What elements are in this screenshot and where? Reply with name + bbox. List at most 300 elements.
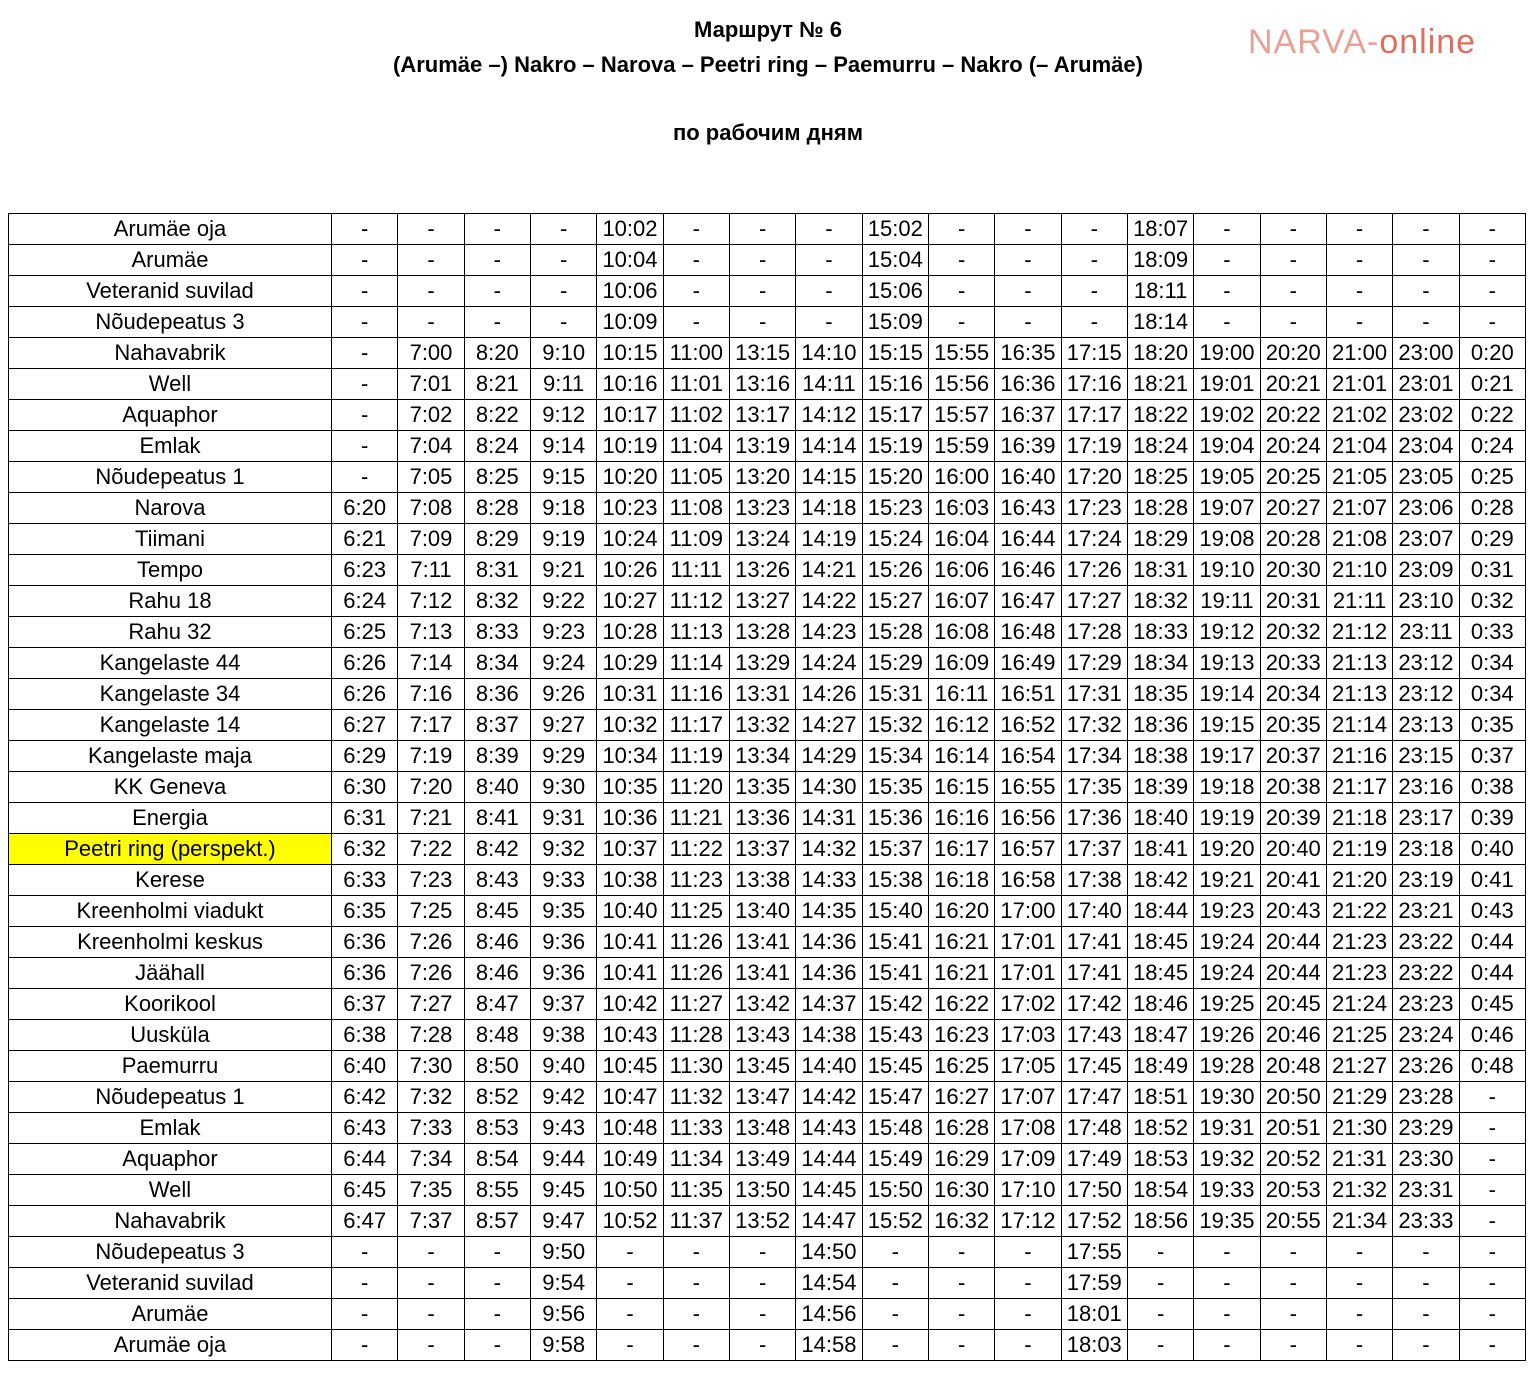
departure-time: 10:20 bbox=[597, 462, 663, 493]
departure-time: 11:20 bbox=[663, 772, 729, 803]
departure-time: 7:01 bbox=[398, 369, 464, 400]
departure-time: 21:20 bbox=[1326, 865, 1392, 896]
departure-time: 13:19 bbox=[729, 431, 795, 462]
departure-time: 0:28 bbox=[1459, 493, 1525, 524]
departure-time: 18:24 bbox=[1127, 431, 1193, 462]
departure-time: 11:00 bbox=[663, 338, 729, 369]
departure-time: - bbox=[1326, 1299, 1392, 1330]
departure-time: 8:46 bbox=[464, 958, 530, 989]
departure-time: 17:01 bbox=[995, 958, 1061, 989]
departure-time: 16:36 bbox=[995, 369, 1061, 400]
timetable-row bbox=[9, 772, 1526, 803]
departure-time: - bbox=[663, 214, 729, 245]
departure-time: 16:28 bbox=[928, 1113, 994, 1144]
departure-time: 13:49 bbox=[729, 1144, 795, 1175]
stop-name: Well bbox=[9, 369, 332, 400]
stop-name: Koorikool bbox=[9, 989, 332, 1020]
departure-time: 6:31 bbox=[332, 803, 398, 834]
departure-time: 20:35 bbox=[1260, 710, 1326, 741]
departure-time: 21:00 bbox=[1326, 338, 1392, 369]
departure-time: 9:10 bbox=[530, 338, 596, 369]
departure-time: - bbox=[332, 1268, 398, 1299]
departure-time: - bbox=[464, 1268, 530, 1299]
departure-time: 13:31 bbox=[729, 679, 795, 710]
departure-time: 10:06 bbox=[597, 276, 663, 307]
departure-time: 13:48 bbox=[729, 1113, 795, 1144]
departure-time: 21:12 bbox=[1326, 617, 1392, 648]
departure-time: 6:33 bbox=[332, 865, 398, 896]
route-path-title: (Arumäe –) Nakro – Narova – Peetri ring – Paemurru – Nakro (– Arumäe) bbox=[393, 52, 1143, 77]
departure-time: 23:16 bbox=[1393, 772, 1459, 803]
departure-time: 20:45 bbox=[1260, 989, 1326, 1020]
stop-name: Well bbox=[9, 1175, 332, 1206]
departure-time: 13:28 bbox=[729, 617, 795, 648]
timetable-row bbox=[9, 834, 1526, 865]
stop-name: Arumäe bbox=[9, 245, 332, 276]
departure-time: 6:36 bbox=[332, 958, 398, 989]
departure-time: - bbox=[1127, 1268, 1193, 1299]
departure-time: 23:01 bbox=[1393, 369, 1459, 400]
departure-time: 15:32 bbox=[862, 710, 928, 741]
departure-time: 14:14 bbox=[796, 431, 862, 462]
departure-time: 13:41 bbox=[729, 958, 795, 989]
timetable-row bbox=[9, 1020, 1526, 1051]
departure-time: 7:02 bbox=[398, 400, 464, 431]
stop-name: Narova bbox=[9, 493, 332, 524]
departure-time: 17:08 bbox=[995, 1113, 1061, 1144]
departure-time: - bbox=[398, 1268, 464, 1299]
departure-time: 20:27 bbox=[1260, 493, 1326, 524]
departure-time: 9:27 bbox=[530, 710, 596, 741]
departure-time: - bbox=[1393, 1268, 1459, 1299]
departure-time: 18:39 bbox=[1127, 772, 1193, 803]
departure-time: 7:12 bbox=[398, 586, 464, 617]
departure-time: 13:41 bbox=[729, 927, 795, 958]
departure-time: 13:37 bbox=[729, 834, 795, 865]
departure-time: 13:34 bbox=[729, 741, 795, 772]
departure-time: 8:32 bbox=[464, 586, 530, 617]
departure-time: - bbox=[1260, 214, 1326, 245]
departure-time: 19:00 bbox=[1194, 338, 1260, 369]
departure-time: 9:22 bbox=[530, 586, 596, 617]
departure-time: 17:28 bbox=[1061, 617, 1127, 648]
departure-time: - bbox=[1326, 276, 1392, 307]
departure-time: 15:47 bbox=[862, 1082, 928, 1113]
departure-time: 0:29 bbox=[1459, 524, 1525, 555]
departure-time: 18:25 bbox=[1127, 462, 1193, 493]
departure-time: 7:19 bbox=[398, 741, 464, 772]
departure-time: 16:51 bbox=[995, 679, 1061, 710]
departure-time: - bbox=[995, 245, 1061, 276]
departure-time: 13:17 bbox=[729, 400, 795, 431]
departure-time: 17:47 bbox=[1061, 1082, 1127, 1113]
departure-time: 14:10 bbox=[796, 338, 862, 369]
departure-time: 14:32 bbox=[796, 834, 862, 865]
stop-name: Kangelaste 14 bbox=[9, 710, 332, 741]
departure-time: 17:00 bbox=[995, 896, 1061, 927]
departure-time: 9:35 bbox=[530, 896, 596, 927]
departure-time: 16:43 bbox=[995, 493, 1061, 524]
timetable-row bbox=[9, 1113, 1526, 1144]
departure-time: 17:12 bbox=[995, 1206, 1061, 1237]
departure-time: 16:47 bbox=[995, 586, 1061, 617]
departure-time: - bbox=[663, 1330, 729, 1361]
departure-time: 23:12 bbox=[1393, 648, 1459, 679]
departure-time: 9:56 bbox=[530, 1299, 596, 1330]
departure-time: 18:14 bbox=[1127, 307, 1193, 338]
stop-name: Kerese bbox=[9, 865, 332, 896]
departure-time: 14:30 bbox=[796, 772, 862, 803]
departure-time: 11:33 bbox=[663, 1113, 729, 1144]
departure-time: - bbox=[995, 1268, 1061, 1299]
departure-time: - bbox=[729, 1299, 795, 1330]
departure-time: 9:44 bbox=[530, 1144, 596, 1175]
departure-time: 16:06 bbox=[928, 555, 994, 586]
departure-time: 8:45 bbox=[464, 896, 530, 927]
departure-time: 10:37 bbox=[597, 834, 663, 865]
departure-time: - bbox=[1459, 214, 1525, 245]
departure-time: 11:26 bbox=[663, 958, 729, 989]
departure-time: - bbox=[398, 1299, 464, 1330]
departure-time: 9:42 bbox=[530, 1082, 596, 1113]
departure-time: 16:17 bbox=[928, 834, 994, 865]
departure-time: 17:26 bbox=[1061, 555, 1127, 586]
departure-time: 16:46 bbox=[995, 555, 1061, 586]
departure-time: 8:46 bbox=[464, 927, 530, 958]
stop-name: Kangelaste maja bbox=[9, 741, 332, 772]
departure-time: - bbox=[332, 369, 398, 400]
departure-time: 17:37 bbox=[1061, 834, 1127, 865]
departure-time: 18:07 bbox=[1127, 214, 1193, 245]
departure-time: 11:02 bbox=[663, 400, 729, 431]
departure-time: 8:42 bbox=[464, 834, 530, 865]
departure-time: - bbox=[398, 307, 464, 338]
timetable-row bbox=[9, 1051, 1526, 1082]
departure-time: 14:42 bbox=[796, 1082, 862, 1113]
departure-time: 18:28 bbox=[1127, 493, 1193, 524]
departure-time: 13:36 bbox=[729, 803, 795, 834]
departure-time: 19:01 bbox=[1194, 369, 1260, 400]
departure-time: 10:04 bbox=[597, 245, 663, 276]
departure-time: 14:29 bbox=[796, 741, 862, 772]
departure-time: - bbox=[530, 276, 596, 307]
departure-time: 16:57 bbox=[995, 834, 1061, 865]
timetable-row bbox=[9, 400, 1526, 431]
departure-time: 20:53 bbox=[1260, 1175, 1326, 1206]
departure-time: 15:20 bbox=[862, 462, 928, 493]
departure-time: - bbox=[1194, 1299, 1260, 1330]
departure-time: 11:17 bbox=[663, 710, 729, 741]
departure-time: 20:32 bbox=[1260, 617, 1326, 648]
departure-time: 7:05 bbox=[398, 462, 464, 493]
departure-time: - bbox=[928, 214, 994, 245]
departure-time: 8:28 bbox=[464, 493, 530, 524]
departure-time: 0:43 bbox=[1459, 896, 1525, 927]
departure-time: 15:06 bbox=[862, 276, 928, 307]
departure-time: 11:16 bbox=[663, 679, 729, 710]
departure-time: 19:02 bbox=[1194, 400, 1260, 431]
departure-time: 9:21 bbox=[530, 555, 596, 586]
departure-time: 14:33 bbox=[796, 865, 862, 896]
departure-time: 11:37 bbox=[663, 1206, 729, 1237]
departure-time: 10:09 bbox=[597, 307, 663, 338]
departure-time: 9:54 bbox=[530, 1268, 596, 1299]
departure-time: 8:55 bbox=[464, 1175, 530, 1206]
departure-time: 16:35 bbox=[995, 338, 1061, 369]
departure-time: - bbox=[530, 214, 596, 245]
timetable-row bbox=[9, 555, 1526, 586]
departure-time: 20:39 bbox=[1260, 803, 1326, 834]
departure-time: 14:50 bbox=[796, 1237, 862, 1268]
departure-time: 9:29 bbox=[530, 741, 596, 772]
departure-time: 10:48 bbox=[597, 1113, 663, 1144]
departure-time: 15:43 bbox=[862, 1020, 928, 1051]
departure-time: 13:52 bbox=[729, 1206, 795, 1237]
departure-time: 9:50 bbox=[530, 1237, 596, 1268]
departure-time: 16:08 bbox=[928, 617, 994, 648]
timetable-row bbox=[9, 338, 1526, 369]
departure-time: 7:33 bbox=[398, 1113, 464, 1144]
departure-time: - bbox=[995, 276, 1061, 307]
departure-time: 21:32 bbox=[1326, 1175, 1392, 1206]
departure-time: 8:39 bbox=[464, 741, 530, 772]
departure-time: 16:40 bbox=[995, 462, 1061, 493]
departure-time: 6:43 bbox=[332, 1113, 398, 1144]
departure-time: 0:45 bbox=[1459, 989, 1525, 1020]
departure-time: 11:08 bbox=[663, 493, 729, 524]
stop-name: Nahavabrik bbox=[9, 1206, 332, 1237]
departure-time: 21:17 bbox=[1326, 772, 1392, 803]
departure-time: 19:30 bbox=[1194, 1082, 1260, 1113]
timetable-row bbox=[9, 1206, 1526, 1237]
departure-time: 19:33 bbox=[1194, 1175, 1260, 1206]
stop-name: Tempo bbox=[9, 555, 332, 586]
departure-time: - bbox=[1061, 245, 1127, 276]
departure-time: - bbox=[928, 245, 994, 276]
timetable-row bbox=[9, 1082, 1526, 1113]
departure-time: 14:38 bbox=[796, 1020, 862, 1051]
departure-time: 0:21 bbox=[1459, 369, 1525, 400]
departure-time: - bbox=[1061, 307, 1127, 338]
departure-time: 17:43 bbox=[1061, 1020, 1127, 1051]
departure-time: 17:32 bbox=[1061, 710, 1127, 741]
departure-time: 23:24 bbox=[1393, 1020, 1459, 1051]
stop-name: Jäähall bbox=[9, 958, 332, 989]
departure-time: 14:22 bbox=[796, 586, 862, 617]
departure-time: 8:50 bbox=[464, 1051, 530, 1082]
departure-time: 14:37 bbox=[796, 989, 862, 1020]
departure-time: 20:20 bbox=[1260, 338, 1326, 369]
departure-time: 7:00 bbox=[398, 338, 464, 369]
stop-name: Emlak bbox=[9, 431, 332, 462]
departure-time: 20:52 bbox=[1260, 1144, 1326, 1175]
departure-time: 17:50 bbox=[1061, 1175, 1127, 1206]
departure-time: 18:03 bbox=[1061, 1330, 1127, 1361]
departure-time: 7:21 bbox=[398, 803, 464, 834]
departure-time: 17:35 bbox=[1061, 772, 1127, 803]
departure-time: 16:32 bbox=[928, 1206, 994, 1237]
departure-time: 6:45 bbox=[332, 1175, 398, 1206]
departure-time: 9:26 bbox=[530, 679, 596, 710]
departure-time: 17:55 bbox=[1061, 1237, 1127, 1268]
departure-time: 8:40 bbox=[464, 772, 530, 803]
departure-time: 10:19 bbox=[597, 431, 663, 462]
departure-time: 19:11 bbox=[1194, 586, 1260, 617]
departure-time: 19:28 bbox=[1194, 1051, 1260, 1082]
departure-time: - bbox=[729, 1330, 795, 1361]
departure-time: 8:52 bbox=[464, 1082, 530, 1113]
departure-time: 13:50 bbox=[729, 1175, 795, 1206]
departure-time: 20:33 bbox=[1260, 648, 1326, 679]
departure-time: 8:43 bbox=[464, 865, 530, 896]
departure-time: 10:27 bbox=[597, 586, 663, 617]
departure-time: 23:22 bbox=[1393, 927, 1459, 958]
departure-time: - bbox=[332, 1330, 398, 1361]
departure-time: - bbox=[464, 1237, 530, 1268]
departure-time: 13:27 bbox=[729, 586, 795, 617]
departure-time: 16:48 bbox=[995, 617, 1061, 648]
departure-time: 7:04 bbox=[398, 431, 464, 462]
departure-time: 8:21 bbox=[464, 369, 530, 400]
departure-time: 17:45 bbox=[1061, 1051, 1127, 1082]
departure-time: 19:04 bbox=[1194, 431, 1260, 462]
departure-time: 15:17 bbox=[862, 400, 928, 431]
departure-time: 14:43 bbox=[796, 1113, 862, 1144]
departure-time: 18:46 bbox=[1127, 989, 1193, 1020]
departure-time: 6:30 bbox=[332, 772, 398, 803]
departure-time: - bbox=[729, 1268, 795, 1299]
departure-time: 20:40 bbox=[1260, 834, 1326, 865]
departure-time: 11:23 bbox=[663, 865, 729, 896]
route-number-title: Маршрут № 6 bbox=[693, 17, 843, 42]
departure-time: 18:36 bbox=[1127, 710, 1193, 741]
departure-time: 6:35 bbox=[332, 896, 398, 927]
departure-time: 18:34 bbox=[1127, 648, 1193, 679]
departure-time: 21:02 bbox=[1326, 400, 1392, 431]
departure-time: 9:33 bbox=[530, 865, 596, 896]
departure-time: 19:12 bbox=[1194, 617, 1260, 648]
departure-time: 9:15 bbox=[530, 462, 596, 493]
departure-time: 10:52 bbox=[597, 1206, 663, 1237]
departure-time: 17:02 bbox=[995, 989, 1061, 1020]
departure-time: 8:41 bbox=[464, 803, 530, 834]
departure-time: 16:37 bbox=[995, 400, 1061, 431]
departure-time: 17:23 bbox=[1061, 493, 1127, 524]
departure-time: - bbox=[464, 307, 530, 338]
departure-time: 18:32 bbox=[1127, 586, 1193, 617]
departure-time: 19:08 bbox=[1194, 524, 1260, 555]
departure-time: 16:20 bbox=[928, 896, 994, 927]
departure-time: 6:27 bbox=[332, 710, 398, 741]
departure-time: 21:07 bbox=[1326, 493, 1392, 524]
departure-time: 21:18 bbox=[1326, 803, 1392, 834]
departure-time: 10:23 bbox=[597, 493, 663, 524]
timetable bbox=[8, 213, 1526, 1361]
departure-time: 10:31 bbox=[597, 679, 663, 710]
departure-time: 15:19 bbox=[862, 431, 928, 462]
departure-time: 6:21 bbox=[332, 524, 398, 555]
departure-time: 15:27 bbox=[862, 586, 928, 617]
stop-name-highlighted: Peetri ring (perspekt.) bbox=[9, 834, 332, 865]
departure-time: 20:38 bbox=[1260, 772, 1326, 803]
departure-time: - bbox=[1393, 245, 1459, 276]
departure-time: 13:29 bbox=[729, 648, 795, 679]
departure-time: 11:19 bbox=[663, 741, 729, 772]
departure-time: 15:56 bbox=[928, 369, 994, 400]
departure-time: 6:42 bbox=[332, 1082, 398, 1113]
departure-time: 0:24 bbox=[1459, 431, 1525, 462]
departure-time: - bbox=[1326, 1330, 1392, 1361]
departure-time: 0:31 bbox=[1459, 555, 1525, 586]
timetable-row bbox=[9, 1237, 1526, 1268]
departure-time: 13:42 bbox=[729, 989, 795, 1020]
departure-time: - bbox=[1393, 214, 1459, 245]
departure-time: - bbox=[796, 245, 862, 276]
departure-time: 15:49 bbox=[862, 1144, 928, 1175]
departure-time: 6:37 bbox=[332, 989, 398, 1020]
departure-time: - bbox=[862, 1237, 928, 1268]
departure-time: 16:44 bbox=[995, 524, 1061, 555]
departure-time: - bbox=[1459, 1237, 1525, 1268]
departure-time: 0:40 bbox=[1459, 834, 1525, 865]
departure-time: 15:28 bbox=[862, 617, 928, 648]
timetable-row bbox=[9, 617, 1526, 648]
departure-time: - bbox=[1393, 276, 1459, 307]
departure-time: 18:01 bbox=[1061, 1299, 1127, 1330]
departure-time: 20:31 bbox=[1260, 586, 1326, 617]
departure-time: - bbox=[729, 214, 795, 245]
departure-time: - bbox=[1393, 1299, 1459, 1330]
departure-time: - bbox=[862, 1299, 928, 1330]
departure-time: 9:30 bbox=[530, 772, 596, 803]
departure-time: 16:49 bbox=[995, 648, 1061, 679]
departure-time: - bbox=[1260, 307, 1326, 338]
departure-time: 7:16 bbox=[398, 679, 464, 710]
departure-time: 14:12 bbox=[796, 400, 862, 431]
departure-time: 8:36 bbox=[464, 679, 530, 710]
departure-time: 23:04 bbox=[1393, 431, 1459, 462]
departure-time: 9:58 bbox=[530, 1330, 596, 1361]
departure-time: 19:18 bbox=[1194, 772, 1260, 803]
stop-name: Emlak bbox=[9, 1113, 332, 1144]
departure-time: - bbox=[1194, 214, 1260, 245]
departure-time: 14:54 bbox=[796, 1268, 862, 1299]
departure-time: 17:16 bbox=[1061, 369, 1127, 400]
departure-time: 19:24 bbox=[1194, 958, 1260, 989]
departure-time: 6:36 bbox=[332, 927, 398, 958]
departure-time: - bbox=[928, 276, 994, 307]
departure-time: 17:34 bbox=[1061, 741, 1127, 772]
departure-time: - bbox=[995, 1299, 1061, 1330]
departure-time: 13:15 bbox=[729, 338, 795, 369]
departure-time: 16:03 bbox=[928, 493, 994, 524]
departure-time: 6:47 bbox=[332, 1206, 398, 1237]
departure-time: 11:34 bbox=[663, 1144, 729, 1175]
departure-time: - bbox=[1326, 245, 1392, 276]
departure-time: 14:23 bbox=[796, 617, 862, 648]
departure-time: 20:55 bbox=[1260, 1206, 1326, 1237]
departure-time: 15:24 bbox=[862, 524, 928, 555]
departure-time: 18:31 bbox=[1127, 555, 1193, 586]
departure-time: 14:44 bbox=[796, 1144, 862, 1175]
timetable-row bbox=[9, 586, 1526, 617]
departure-time: 8:47 bbox=[464, 989, 530, 1020]
departure-time: 9:14 bbox=[530, 431, 596, 462]
departure-time: 17:10 bbox=[995, 1175, 1061, 1206]
departure-time: 0:41 bbox=[1459, 865, 1525, 896]
departure-time: 16:11 bbox=[928, 679, 994, 710]
departure-time: 21:05 bbox=[1326, 462, 1392, 493]
